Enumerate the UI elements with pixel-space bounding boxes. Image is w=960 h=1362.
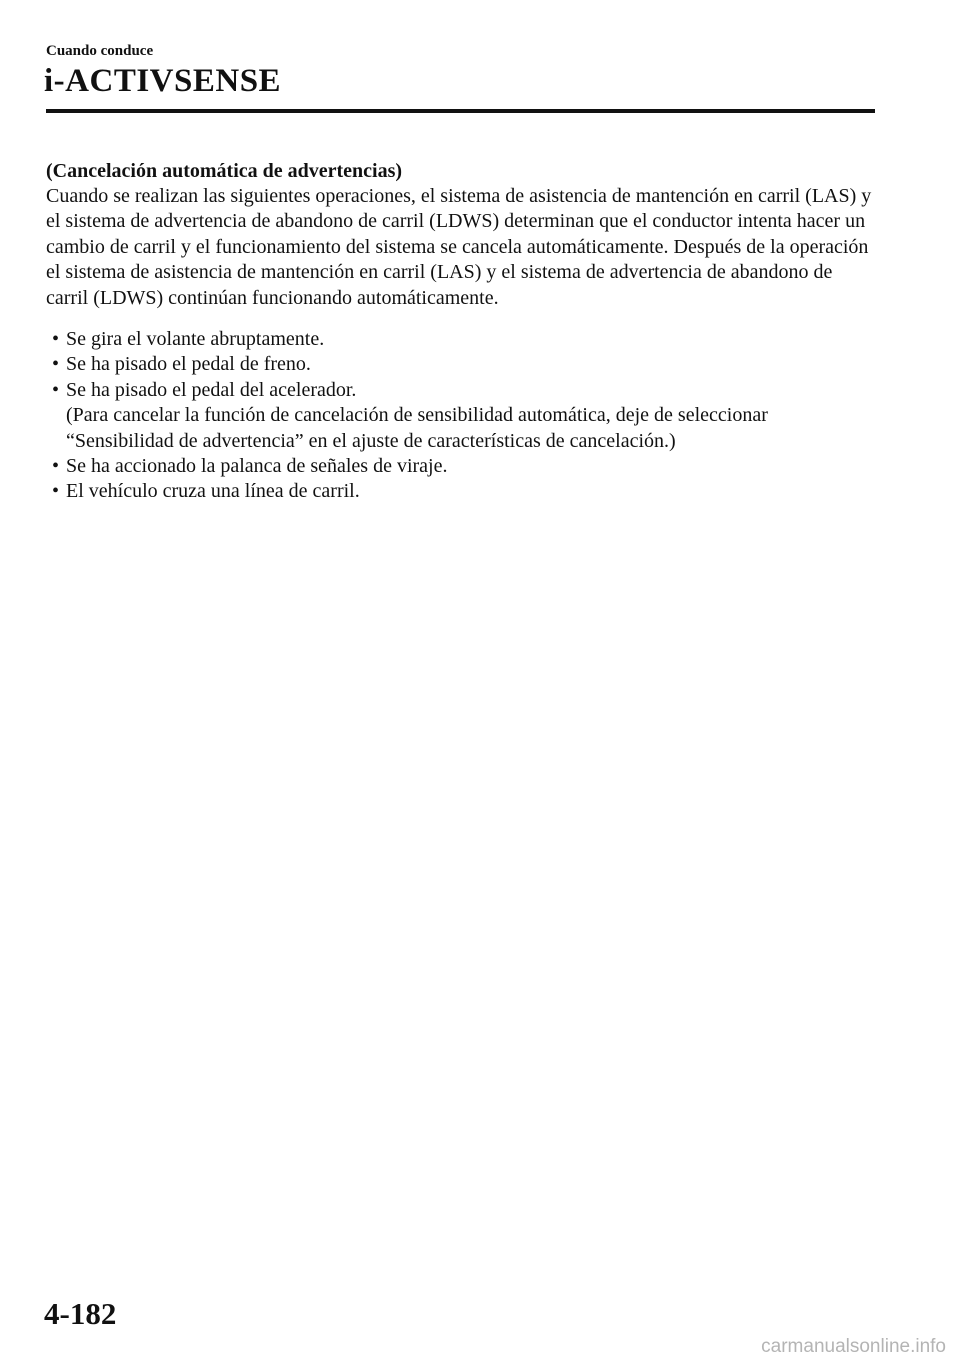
watermark-text: carmanualsonline.info [761, 1336, 946, 1357]
section-label: Cuando conduce [46, 43, 154, 59]
bullet-icon: • [52, 378, 60, 401]
bullet-item [46, 378, 876, 454]
bullet-icon: • [52, 455, 60, 478]
bullet-icon: • [52, 328, 60, 351]
bullet-icon: • [52, 353, 60, 376]
section-subheading: (Cancelación automática de advertencias) [46, 160, 403, 182]
bullet-text: Se gira el volante abruptamente. [66, 328, 325, 351]
page-number: 4-182 [44, 1296, 117, 1331]
bullet-text: Se ha pisado el pedal de freno. [66, 353, 311, 376]
chapter-title: i-ACTIVSENSE [44, 63, 282, 99]
bullet-item [46, 479, 876, 504]
bullet-note: (Para cancelar la función de cancelación de sensibilidad automática, deje de seleccionar “Sensibilidad de advertencia” en el ajuste de características de cancelación.) [66, 404, 768, 452]
bullet-text: Se ha pisado el pedal del acelerador. [66, 378, 357, 401]
bullet-item [46, 327, 876, 352]
bullet-item [46, 352, 876, 377]
bullet-text: El vehículo cruza una línea de carril. [66, 480, 360, 503]
bullet-text: Se ha accionado la palanca de señales de viraje. [66, 455, 448, 478]
main-content [46, 158, 876, 505]
bullet-item [46, 454, 876, 479]
bullet-list [46, 327, 876, 505]
bullet-icon: • [52, 480, 60, 503]
body-paragraph: Cuando se realizan las siguientes operaciones, el sistema de asistencia de mantención en carril (LAS) y el sistema de advertencia de abandono de carril (LDWS) determinan que el conductor intenta hacer un cambio de carril y el funcionamiento del sistema se cancela automáticamente. Después de la operación el sistema de asistencia de mantención en carril (LAS) y el sistema de advertencia de abandono de carril (LDWS) continúan funcionando automáticamente. [46, 185, 872, 309]
header-divider [46, 109, 875, 113]
